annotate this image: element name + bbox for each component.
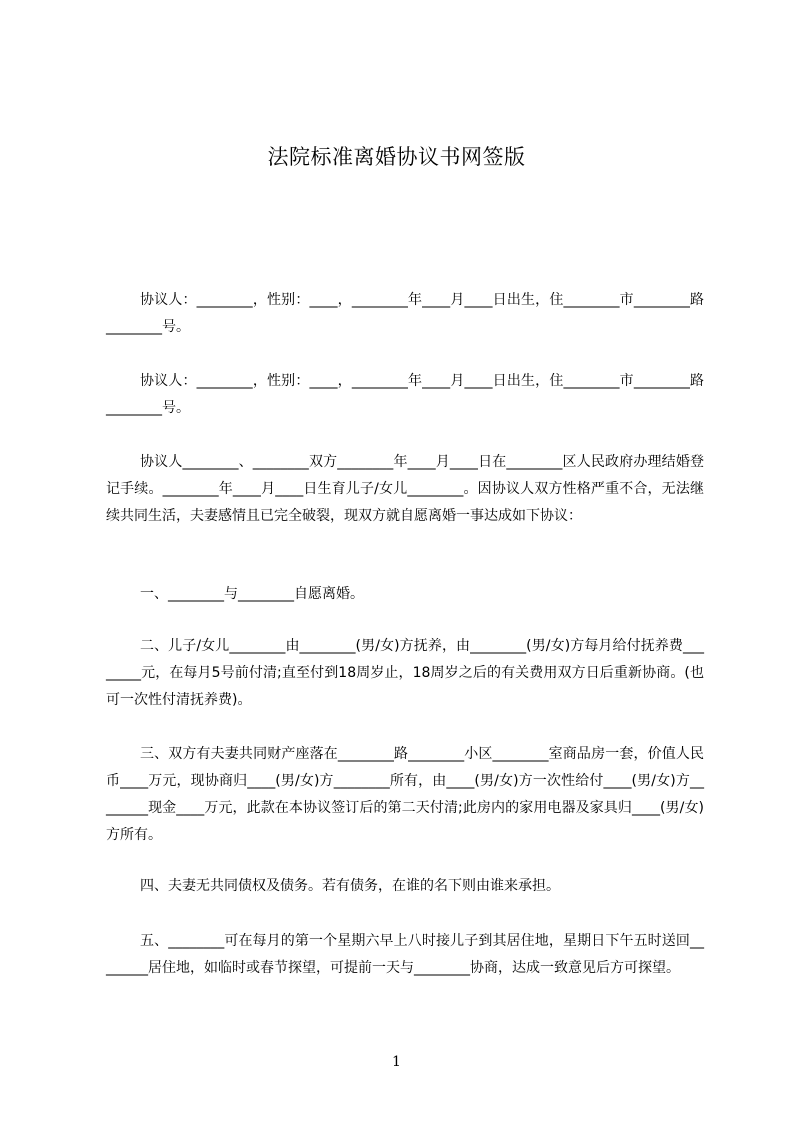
party-a-paragraph: 协议人：________，性别：____，________年____月____日出生，住________市________路________号。 [106,292,704,335]
clause-1-paragraph: 一、________与________自愿离婚。 [140,586,364,602]
clause-4-paragraph: 四、夫妻无共同债权及债务。若有债务，在谁的名下则由谁来承担。 [140,878,560,894]
page-number: 1 [392,1054,401,1070]
clause-5-paragraph: 五、________可在每月的第一个星期六早上八时接儿子到其居住地，星期日下午五时送回________居住地，如临时或春节探望，可提前一天与________协商，达成一致意见后方可探望。 [106,933,704,976]
clause-2-paragraph: 二、儿子/女儿________由________(男/女)方抚养，由________(男/女)方每月给付抚养费________元，在每月5号前付清;直至付到18周岁止，18周岁之后的有关费用双方日后重新协商。(也可一次性付清抚养费)。 [106,638,704,708]
clause-3-paragraph: 三、双方有夫妻共同财产座落在________路________小区________室商品房一套，价值人民币____万元，现协商归____(男/女)方________所有，由____(男/女)方一次性给付____(男/女)方________现金____万元，此款在本协议签订后的第二天付清;此房内的家用电器及家具归____(男/女)方所有。 [106,746,704,843]
marriage-background-paragraph: 协议人________、________双方________年____月____日在________区人民政府办理结婚登记手续。________年____月____日生育儿子/女儿________。因协议人双方性格严重不合，无法继续共同生活，夫妻感情且已完全破裂，现双方就自愿离婚一事达成如下协议： [106,454,704,524]
document-title: 法院标准离婚协议书网签版 [267,145,526,169]
party-b-paragraph: 协议人：________，性别：____，________年____月____日出生，住________市________路________号。 [106,373,704,416]
